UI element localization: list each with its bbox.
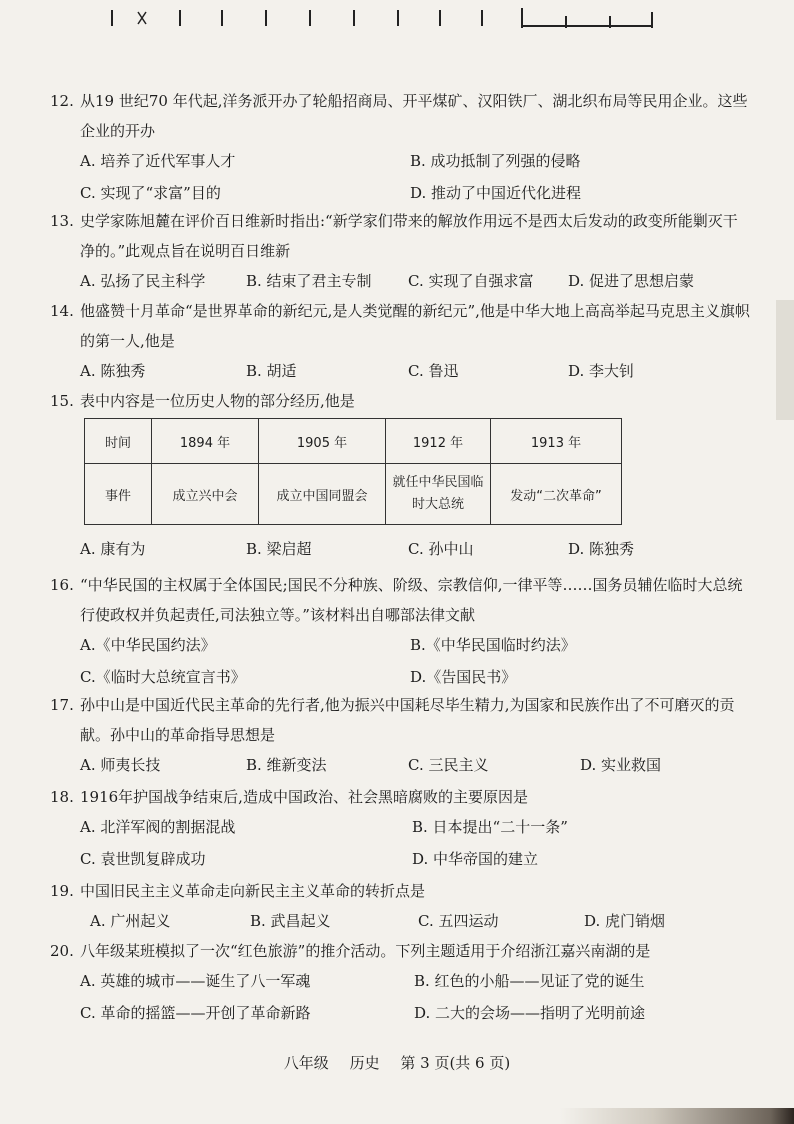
question-15 — [50, 386, 750, 416]
option-b[interactable]: B. 武昌起义 — [250, 912, 331, 930]
option-a[interactable]: A. 广州起义 — [90, 912, 171, 930]
question-stem: 表中内容是一位历史人物的部分经历,他是 — [80, 392, 355, 410]
table-row — [85, 419, 622, 464]
question-number: 18. — [50, 788, 74, 806]
option-d[interactable]: D. 虎门销烟 — [584, 912, 666, 930]
option-a[interactable]: A. 弘扬了民主科学 — [80, 272, 206, 290]
table-cell: 就任中华民国临时大总统 — [386, 464, 491, 525]
scan-edge-shadow — [776, 300, 794, 420]
biography-table — [84, 418, 622, 525]
option-c[interactable]: C. 革命的摇篮——开创了革命新路 — [80, 1004, 311, 1022]
question-16 — [50, 570, 750, 694]
question-number: 17. — [50, 696, 74, 714]
question-stem: “中华民国的主权属于全体国民;国民不分种族、阶级、宗教信仰,一律平等……国务员辅佐临时大总统行使政权并负起责任,司法独立等。”该材料出自哪部法律文献 — [80, 576, 743, 624]
question-20 — [50, 936, 750, 1030]
table-header-event: 事件 — [85, 464, 152, 525]
option-b[interactable]: B. 维新变法 — [246, 756, 327, 774]
options-row — [50, 906, 750, 938]
question-stem: 他盛赞十月革命“是世界革命的新纪元,是人类觉醒的新纪元”,他是中华大地上高高举起马克思主义旗帜的第一人,他是 — [80, 302, 750, 350]
option-a[interactable]: A. 康有为 — [80, 540, 146, 558]
option-c[interactable]: C. 孙中山 — [408, 540, 474, 558]
option-d[interactable]: D. 推动了中国近代化进程 — [410, 184, 582, 202]
table-header-time: 时间 — [85, 419, 152, 464]
question-stem: 中国旧民主主义革命走向新民主主义革命的转折点是 — [80, 882, 426, 900]
question-12 — [50, 86, 750, 210]
option-b[interactable]: B. 胡适 — [246, 362, 297, 380]
option-b[interactable]: B. 梁启超 — [246, 540, 312, 558]
table-cell: 1894 年 — [152, 419, 259, 464]
options-row — [50, 146, 750, 178]
question-stem: 八年级某班模拟了一次“红色旅游”的推介活动。下列主题适用于介绍浙江嘉兴南湖的是 — [80, 942, 651, 960]
question-19 — [50, 876, 750, 938]
options-row — [50, 844, 750, 876]
options-row — [50, 356, 750, 388]
option-a[interactable]: A. 师夷长技 — [80, 756, 161, 774]
options-row — [50, 630, 750, 662]
top-tick-marks — [100, 6, 660, 30]
page-footer — [0, 1052, 794, 1073]
footer-grade: 八年级 — [283, 1054, 329, 1072]
option-b[interactable]: B.《中华民国临时约法》 — [410, 636, 576, 654]
option-d[interactable]: D. 二大的会场——指明了光明前途 — [414, 1004, 646, 1022]
option-b[interactable]: B. 成功抵制了列强的侵略 — [410, 152, 581, 170]
question-stem: 从19 世纪70 年代起,洋务派开办了轮船招商局、开平煤矿、汉阳铁厂、湖北织布局等民用企业。这些企业的开办 — [80, 92, 748, 140]
table-cell: 1912 年 — [386, 419, 491, 464]
option-b[interactable]: B. 红色的小船——见证了党的诞生 — [414, 972, 645, 990]
question-17 — [50, 690, 750, 782]
option-d[interactable]: D. 实业救国 — [580, 756, 662, 774]
option-c[interactable]: C. 袁世凯复辟成功 — [80, 850, 206, 868]
option-a[interactable]: A. 培养了近代军事人才 — [80, 152, 236, 170]
option-c[interactable]: C. 实现了“求富”目的 — [80, 184, 221, 202]
option-a[interactable]: A. 陈独秀 — [80, 362, 146, 380]
option-b[interactable]: B. 日本提出“二十一条” — [412, 818, 568, 836]
option-d[interactable]: D.《告国民书》 — [410, 668, 517, 686]
question-number: 12. — [50, 92, 74, 110]
table-row — [85, 464, 622, 525]
question-stem: 孙中山是中国近代民主革命的先行者,他为振兴中国耗尽毕生精力,为国家和民族作出了不可磨灭的贡献。孙中山的革命指导思想是 — [80, 696, 735, 744]
question-number: 15. — [50, 392, 74, 410]
question-15-options — [50, 534, 750, 566]
option-d[interactable]: D. 中华帝国的建立 — [412, 850, 539, 868]
question-number: 16. — [50, 576, 74, 594]
option-b[interactable]: B. 结束了君主专制 — [246, 272, 372, 290]
table-cell: 成立兴中会 — [152, 464, 259, 525]
table-cell: 1913 年 — [491, 419, 622, 464]
table-cell: 发动“二次革命” — [491, 464, 622, 525]
options-row — [50, 812, 750, 844]
question-14 — [50, 296, 750, 388]
options-row — [50, 266, 750, 298]
question-stem: 史学家陈旭麓在评价百日维新时指出:“新学家们带来的解放作用远不是西太后发动的政变所能剿灭干净的。”此观点旨在说明百日维新 — [80, 212, 738, 260]
option-d[interactable]: D. 陈独秀 — [568, 540, 635, 558]
options-row — [50, 534, 750, 566]
option-a[interactable]: A. 北洋军阀的割据混战 — [80, 818, 236, 836]
option-c[interactable]: C. 五四运动 — [418, 912, 499, 930]
options-row — [50, 750, 750, 782]
footer-page-number: 第 3 页(共 6 页) — [400, 1054, 511, 1072]
question-13 — [50, 206, 750, 298]
option-a[interactable]: A. 英雄的城市——诞生了八一军魂 — [80, 972, 311, 990]
footer-subject: 历史 — [349, 1054, 380, 1072]
question-number: 14. — [50, 302, 74, 320]
scan-edge-shadow — [560, 1108, 794, 1124]
question-number: 19. — [50, 882, 74, 900]
question-stem: 1916年护国战争结束后,造成中国政治、社会黑暗腐败的主要原因是 — [80, 788, 528, 806]
options-row — [50, 998, 750, 1030]
question-number: 13. — [50, 212, 74, 230]
options-row — [50, 966, 750, 998]
option-d[interactable]: D. 促进了思想启蒙 — [568, 272, 695, 290]
option-c[interactable]: C. 三民主义 — [408, 756, 489, 774]
option-a[interactable]: A.《中华民国约法》 — [80, 636, 216, 654]
option-d[interactable]: D. 李大钊 — [568, 362, 635, 380]
option-c[interactable]: C. 鲁迅 — [408, 362, 459, 380]
option-c[interactable]: C.《临时大总统宣言书》 — [80, 668, 246, 686]
table-cell: 1905 年 — [259, 419, 386, 464]
table-cell: 成立中国同盟会 — [259, 464, 386, 525]
question-18 — [50, 782, 750, 876]
question-number: 20. — [50, 942, 74, 960]
option-c[interactable]: C. 实现了自强求富 — [408, 272, 534, 290]
